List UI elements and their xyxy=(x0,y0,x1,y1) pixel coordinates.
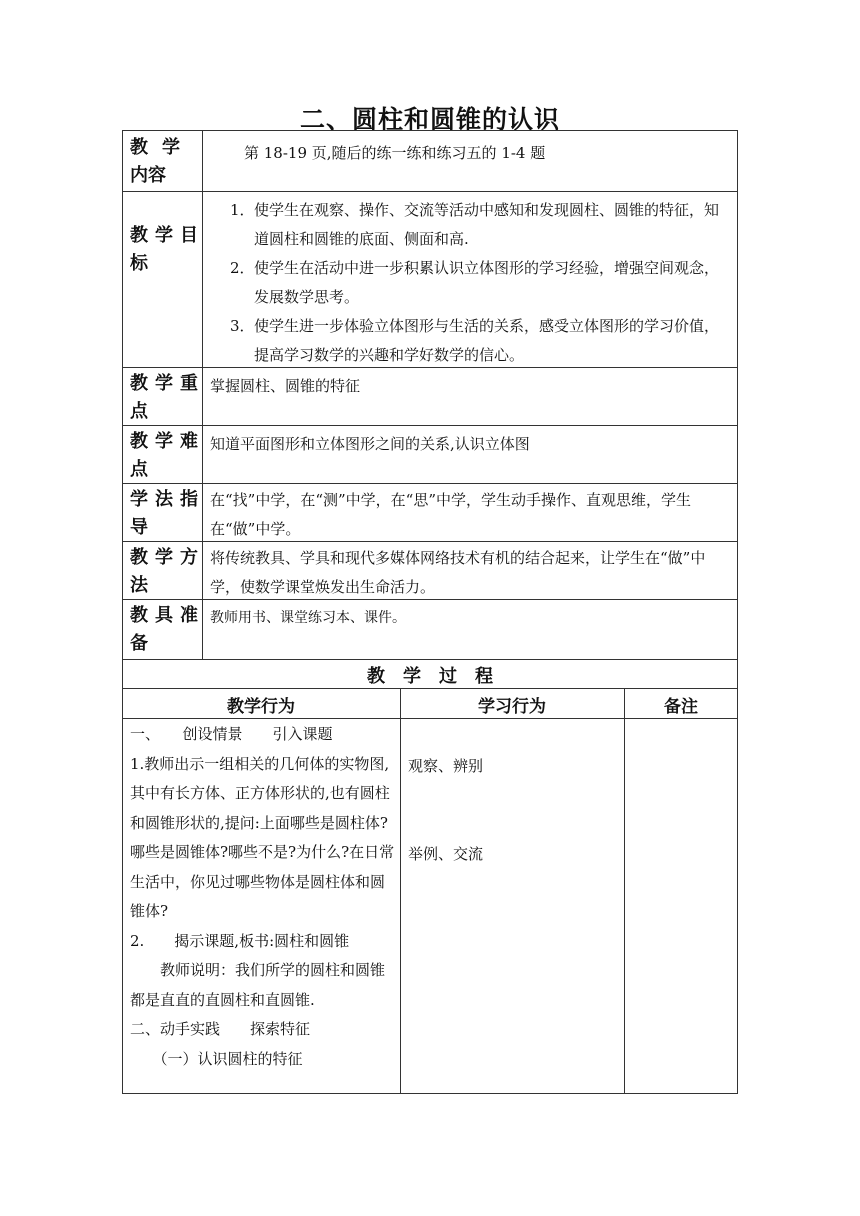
teacher-line: 2. 揭示课题,板书:圆柱和圆锥 xyxy=(130,931,350,950)
teacher-line: 教师说明：我们所学的圆柱和圆锥都是直直的直圆柱和直圆锥. xyxy=(130,961,386,1009)
column-remarks: 备注 xyxy=(664,697,698,717)
label-teaching-goals: 教学目标 xyxy=(130,225,198,274)
lesson-plan-table xyxy=(122,130,738,1094)
difficulties-value: 知道平面图形和立体图形之间的关系,认识立体图 xyxy=(210,435,530,453)
key-points-value: 掌握圆柱、圆锥的特征 xyxy=(210,377,361,395)
column-teacher-actions: 教学行为 xyxy=(227,697,295,717)
goal-item: 2．使学生在活动中进一步积累认识立体图形的学习经验，增强空间观念，发展数学思考。 xyxy=(230,259,720,306)
label-study-guide: 学法指导 xyxy=(130,489,198,538)
teaching-content-value: 第 18-19 页,随后的练一练和练习五的 1-4 题 xyxy=(244,144,546,162)
teacher-line: 一、 创设情景 引入课题 xyxy=(130,725,333,743)
process-heading: 教 学 过 程 xyxy=(367,666,493,687)
teacher-actions-text xyxy=(130,720,398,1074)
label-key-points: 教学重点 xyxy=(130,373,198,422)
label-difficulties: 教学难点 xyxy=(130,431,198,480)
label-teaching-methods: 教学方法 xyxy=(130,547,198,596)
learner-note: 观察、辨别 xyxy=(408,757,484,775)
teacher-line: 1.教师出示一组相关的几何体的实物图,其中有长方体、正方体形状的,也有圆柱和圆锥形状的,提问:上面哪些是圆柱体? 哪些是圆锥体?哪些不是?为什么?在日常生活中，你见过哪些物体是圆柱体和圆锥体? xyxy=(130,754,395,920)
teacher-line: 二、动手实践 探索特征 xyxy=(130,1020,311,1038)
goal-item: 1．使学生在观察、操作、交流等活动中感知和发现圆柱、圆锥的特征，知道圆柱和圆锥的底面、侧面和高. xyxy=(230,201,720,248)
teaching-goals-list xyxy=(230,196,730,370)
study-guide-value: 在“找”中学，在“测”中学，在“思”中学，学生动手操作、直观思维，学生在“做”中学。 xyxy=(210,491,692,538)
teaching-methods-value: 将传统教具、学具和现代多媒体网络技术有机的结合起来，让学生在“做”中学，使数学课堂焕发出生命活力。 xyxy=(210,549,706,596)
label-teaching-tools: 教具准备 xyxy=(130,605,198,654)
teacher-line: （一）认识圆柱的特征 xyxy=(130,1049,303,1068)
column-learner-actions: 学习行为 xyxy=(478,697,546,717)
learner-note: 举例、交流 xyxy=(408,845,484,863)
page-title: 二、圆柱和圆锥的认识 xyxy=(299,105,560,134)
teaching-tools-value: 教师用书、课堂练习本、课件。 xyxy=(210,610,406,626)
label-teaching-content: 教学内容 xyxy=(130,137,180,186)
goal-item: 3．使学生进一步体验立体图形与生活的关系，感受立体图形的学习价值，提高学习数学的兴趣和学好数学的信心。 xyxy=(230,317,720,364)
